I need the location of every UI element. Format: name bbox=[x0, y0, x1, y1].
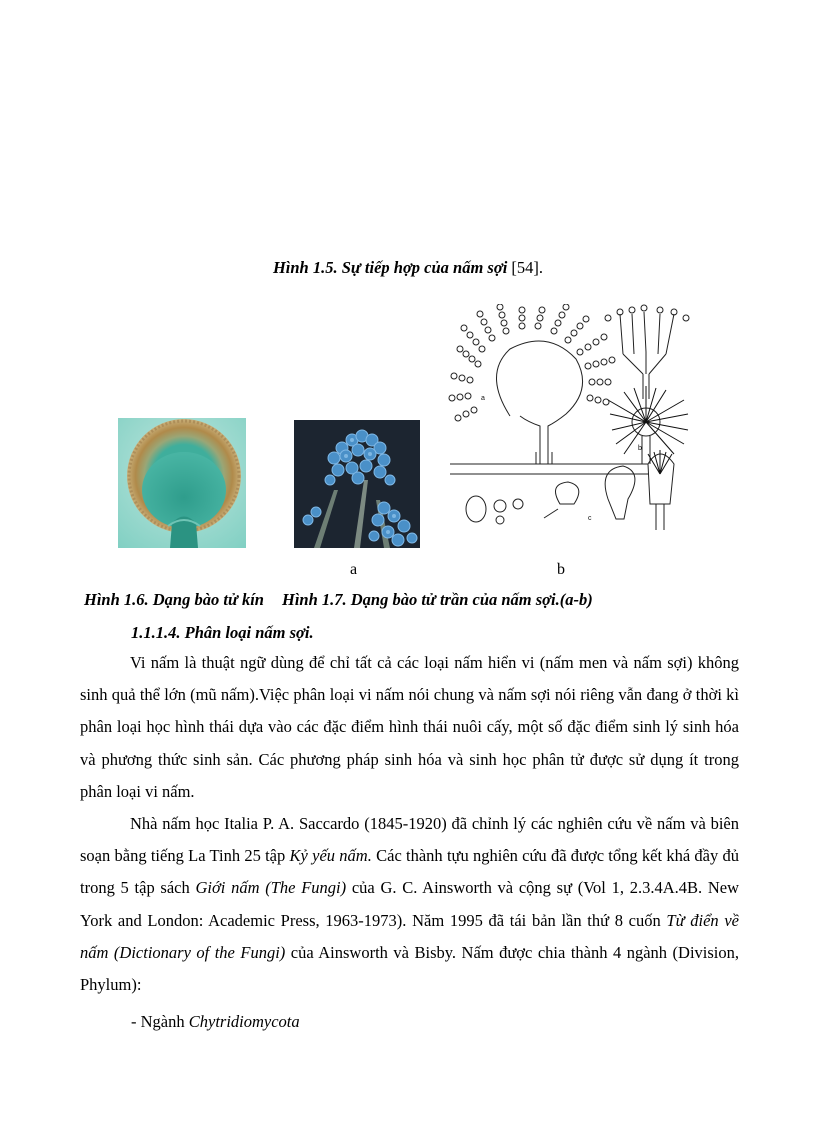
figure-label-b: b bbox=[557, 561, 565, 578]
conidiophore-drawing-image bbox=[448, 304, 698, 530]
figure-1-7-caption: Hình 1.7. Dạng bào tử trần của nấm sợi.(a-b) bbox=[281, 590, 593, 609]
figure-1-5-caption bbox=[0, 258, 816, 278]
svg-text:c: c bbox=[588, 515, 592, 522]
figure-label-a: a bbox=[350, 561, 358, 578]
aspergillus-micrograph-image bbox=[294, 420, 420, 548]
paragraph-2-part-3: của G. C. Ainsworth và cộng sự (Vol 1, 2.3.4A.4B. New York and London: Academic Press, 1963-1973). Năm 1995 đã tái bản lần thứ 8 cuốn bbox=[80, 878, 739, 930]
aspergillus-illustration bbox=[294, 420, 420, 548]
section-heading: 1.1.1.4. Phân loại nấm sợi. bbox=[131, 623, 314, 642]
svg-text:b: b bbox=[638, 445, 642, 452]
figure-1-5-label: Hình 1.5. Sự tiếp hợp của nấm sợi bbox=[272, 258, 508, 277]
figure-1-5-ref: [54]. bbox=[507, 258, 544, 277]
bullet-item-1-name: Chytridiomycota bbox=[188, 1012, 300, 1031]
figure-1-6-caption: Hình 1.6. Dạng bào tử kín bbox=[84, 590, 264, 609]
paragraph-2-part-4: của Ainsworth và Bisby. Nấm được chia thành 4 ngành (Division, Phylum): bbox=[80, 942, 740, 995]
paragraph-2-book-3: Từ điển về nấm (Dictionary of the Fungi) bbox=[80, 910, 740, 962]
paragraph-2-book-1: Kỷ yếu nấm. bbox=[289, 846, 372, 866]
closed-sporangium-illustration bbox=[118, 418, 246, 548]
paragraph-2-part-2: Các thành tựu nghiên cứu đã được tổng kết khá đầy đủ trong 5 tập sách bbox=[80, 846, 740, 898]
svg-text:a: a bbox=[481, 395, 485, 402]
bullet-item-1-prefix: - Ngành bbox=[131, 1012, 189, 1031]
paragraph-2-part-1: Nhà nấm học Italia P. A. Saccardo (1845-1920) đã chỉnh lý các nghiên cứu về nấm và biên soạn bằng tiếng La Tinh 25 tập bbox=[80, 814, 739, 866]
figure-captions-row bbox=[84, 590, 593, 610]
closed-sporangium-image bbox=[118, 418, 246, 548]
bullet-item-1 bbox=[131, 1012, 300, 1032]
paragraph-2-book-2: Giới nấm (The Fungi) bbox=[195, 878, 347, 898]
paragraph-2 bbox=[80, 808, 739, 1001]
paragraph-2-text bbox=[80, 808, 739, 1001]
paragraph-1 bbox=[80, 647, 739, 808]
paragraph-1-text: Vi nấm là thuật ngữ dùng để chỉ tất cả các loại nấm hiển vi (nấm men và nấm sợi) không sinh quả thể lớn (mũ nấm).Việc phân loại vi nấm nói chung và nấm sợi nói riêng vẫn đang ở thời kì phân loại học hình thái dựa vào các đặc điểm hình thái nuôi cấy, một số đặc điểm sinh lý sinh hóa và phương thức sinh sản. Các phương pháp sinh hóa và sinh học phân tử được sử dụng ít trong phân loại vi nấm. bbox=[80, 653, 739, 801]
conidiophore-drawing bbox=[448, 304, 698, 530]
